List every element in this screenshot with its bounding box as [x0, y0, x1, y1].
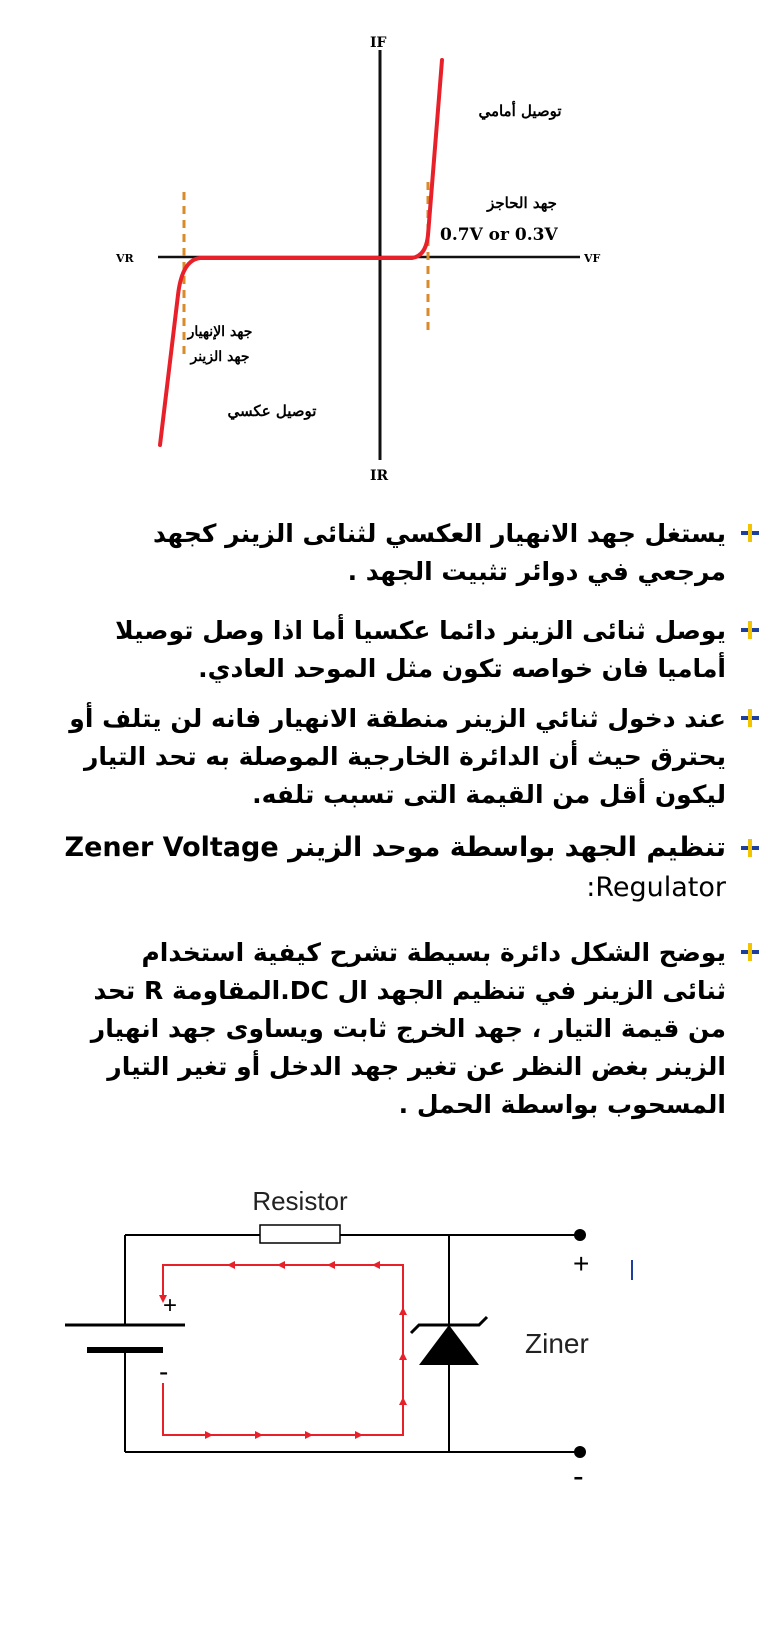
characteristic-curve — [160, 60, 442, 445]
current-loop-path — [163, 1265, 403, 1435]
zener-voltage-label: جهد الزينر — [190, 349, 250, 365]
y-axis-top-label: IF — [370, 35, 387, 51]
reverse-conduction-label: توصيل عكسي — [227, 402, 317, 420]
paragraph-line: أماميا فان خواصه تكون مثل الموحد العادي. — [198, 654, 726, 683]
zener-diode — [419, 1325, 479, 1365]
paragraph-line: عند دخول ثنائي الزينر منطقة الانهيار فانه لن يتلف أو — [69, 704, 726, 733]
paragraph-2 — [26, 612, 726, 688]
paragraph-line: الزينر بغض النظر عن تغير جهد الدخل أو تغير التيار — [107, 1052, 726, 1081]
barrier-voltage-label: جهد الحاجز — [487, 194, 557, 212]
paragraph-1 — [26, 515, 726, 591]
paragraph-line: يحترق حيث أن الدائرة الخارجية الموصلة به تحد التيار — [84, 742, 726, 771]
bullet-plus-icon — [740, 708, 760, 728]
zener-label: Ziner — [525, 1328, 589, 1359]
resistor-label: Resistor — [252, 1186, 348, 1216]
bullet-plus-icon — [740, 523, 760, 543]
x-axis-left-label: VR — [116, 252, 134, 265]
bullet-plus-icon — [740, 838, 760, 858]
output-minus-label: - — [573, 1458, 584, 1494]
bullet-plus-icon — [740, 620, 760, 640]
paragraph-line: تنظيم الجهد بواسطة موحد الزينر Zener Voltage — [64, 832, 726, 863]
battery-plus-label: + — [163, 1292, 178, 1319]
resistor — [260, 1225, 340, 1243]
zener-characteristic-graph — [100, 20, 620, 490]
current-arrows — [159, 1261, 407, 1439]
paragraph-line: يستغل جهد الانهيار العكسي لثنائى الزينر كجهد — [152, 519, 726, 548]
paragraph-4 — [16, 828, 726, 908]
output-terminal-top[interactable] — [574, 1229, 586, 1241]
barrier-value-label: 0.7V or 0.3V — [440, 225, 558, 245]
paragraph-line: ليكون أقل من القيمة التى تسبب تلفه. — [252, 780, 726, 809]
x-axis-right-label: VF — [584, 252, 601, 265]
paragraph-5 — [26, 934, 726, 1124]
paragraph-line: من قيمة التيار ، جهد الخرج ثابت ويساوى جهد انهيار — [90, 1014, 726, 1043]
paragraph-line: المسحوب بواسطة الحمل . — [398, 1090, 726, 1119]
output-terminal-bottom[interactable] — [574, 1446, 586, 1458]
paragraph-3 — [6, 700, 726, 814]
paragraph-line: Regulator: — [586, 872, 726, 903]
bullet-plus-icon — [740, 942, 760, 962]
y-axis-bottom-label: IR — [370, 468, 389, 484]
output-plus-label: + — [573, 1248, 590, 1279]
forward-conduction-label: توصيل أمامي — [478, 102, 562, 120]
paragraph-line: ثنائى الزينر في تنظيم الجهد ال DC.المقاومة R تحد — [93, 976, 726, 1005]
paragraph-line: يوصل ثنائى الزينر دائما عكسيا أما اذا وصل توصيلا — [115, 616, 726, 645]
zener-regulator-circuit — [55, 1155, 675, 1535]
paragraph-line: يوضح الشكل دائرة بسيطة تشرح كيفية استخدام — [141, 938, 726, 967]
breakdown-voltage-label: جهد الإنهيار — [187, 324, 253, 340]
battery-minus-label: - — [159, 1356, 169, 1387]
paragraph-line: مرجعي في دوائر تثبيت الجهد . — [347, 557, 726, 586]
